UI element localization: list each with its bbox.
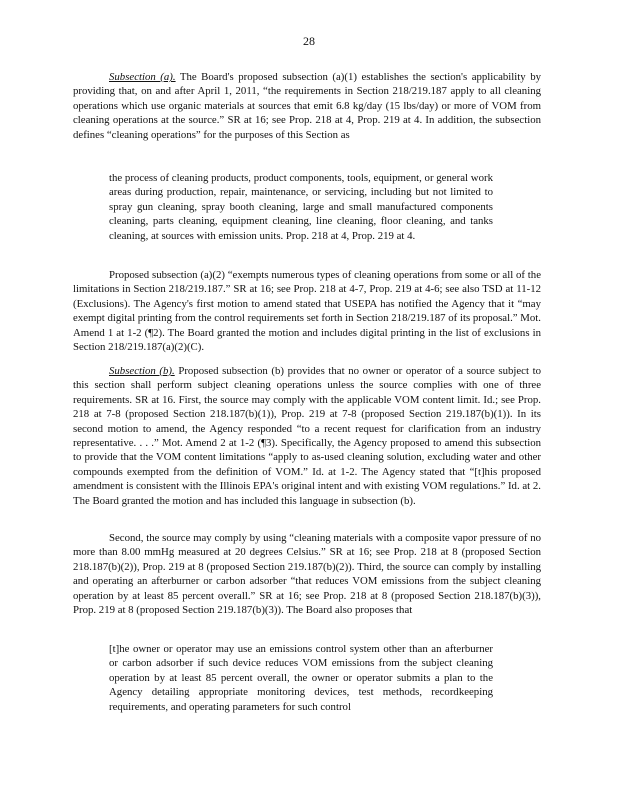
page-number: 28 — [303, 34, 315, 48]
paragraph-subsection-a2: Proposed subsection (a)(2) “exempts numerous types of cleaning operations from some or all of the limitations in Section 218/219.187.” SR at 16; see Prop. 218 at 4-7, Prop. 219 at 4-6; see also TSD at 11-12 (Exclusions). The Agency's first motion to amend stated that USEPA has notified the Agency that it “may exempt digital printing from the control requirements set forth in Section 218/219.187 of its proposal.” Mot. Amend 1 at 1-2 (¶2). The Board granted the motion and includes digital printing in the list of exclusions in Section 218/219.187(a)(2)(C). — [73, 269, 541, 354]
block-quote-cleaning-operations: the process of cleaning products, product components, tools, equipment, or general work areas during production, repair, maintenance, or servicing, including but not limited to spray gun cleaning, spray booth cleaning, large and small manufactured components cleaning, parts cleaning, equipment cleaning, line cleaning, floor cleaning, and tanks cleaning, at sources with emission units. Prop. 218 at 4, Prop. 219 at 4. — [109, 172, 493, 242]
paragraph-subsection-a — [73, 70, 541, 142]
paragraph-text: Proposed subsection (b) provides that no owner or operator of a source subject to this section shall perform subject cleaning operations unless the source complies with one of three requirements. SR at 16. First, the source may comply with the applicable VOM content limit. Id.; see Prop. 218 at 7-8 (proposed Section 218.187(b)(1)), Prop. 219 at 7-8 (proposed Section 219.187(b)(1)). In its second motion to amend, the Agency responded “to a recent request for clarification from an industry representative. . . .” Mot. Amend 2 at 1-2 (¶3). Specifically, the Agency proposed to amend this subsection to provide that the VOM content limitations “apply to as-used cleaning solution, excluding water and other compounds exempted from the definition of VOM.” Id. at 1-2. The Agency stated that “[t]his proposed amendment is consistent with the Illinois EPA's original intent and with existing VOM regulations.” Id. at 2. The Board granted the motion and has included this language in subsection (b). — [73, 365, 541, 507]
paragraph-subsection-b — [73, 364, 541, 508]
subsection-a-heading: Subsection (a). — [109, 71, 176, 83]
paragraph-second-compliance: Second, the source may comply by using “cleaning materials with a composite vapor pressure of no more than 8.00 mmHg measured at 20 degrees Celsius.” SR at 16; see Prop. 218 at 8 (proposed Section 218.187(b)(2)), Prop. 219 at 8 (proposed Section 219.187(b)(2)). Third, the source can comply by installing and operating an afterburner or carbon adsorber “that reduces VOM emissions from the subject cleaning operation by at least 85 percent overall.” SR at 16; see Prop. 218 at 8 (proposed Section 218.187(b)(3)), Prop. 219 at 8 (proposed Section 219.187(b)(3)). The Board also proposes that — [73, 532, 541, 617]
block-quote-emissions-control: [t]he owner or operator may use an emissions control system other than an afterburner or carbon adsorber if such device reduces VOM emissions from the subject cleaning operation by at least 85 percent overall, the owner or operator submits a plan to the Agency detailing appropriate monitoring devices, test methods, recordkeeping requirements, and operating parameters for such control — [109, 643, 493, 713]
paragraph-text: The Board's proposed subsection (a)(1) establishes the section's applicability by providing that, on and after April 1, 2011, “the requirements in Section 218/219.187 apply to all cleaning operations which use organic materials at sources that emit 6.8 kg/day (15 lbs/day) or more of VOM from cleaning operations at the source.” SR at 16; see Prop. 218 at 4, Prop. 219 at 4. In addition, the subsection defines “cleaning operations” for the purposes of this Section as — [73, 71, 541, 141]
subsection-b-heading: Subsection (b). — [109, 365, 175, 377]
